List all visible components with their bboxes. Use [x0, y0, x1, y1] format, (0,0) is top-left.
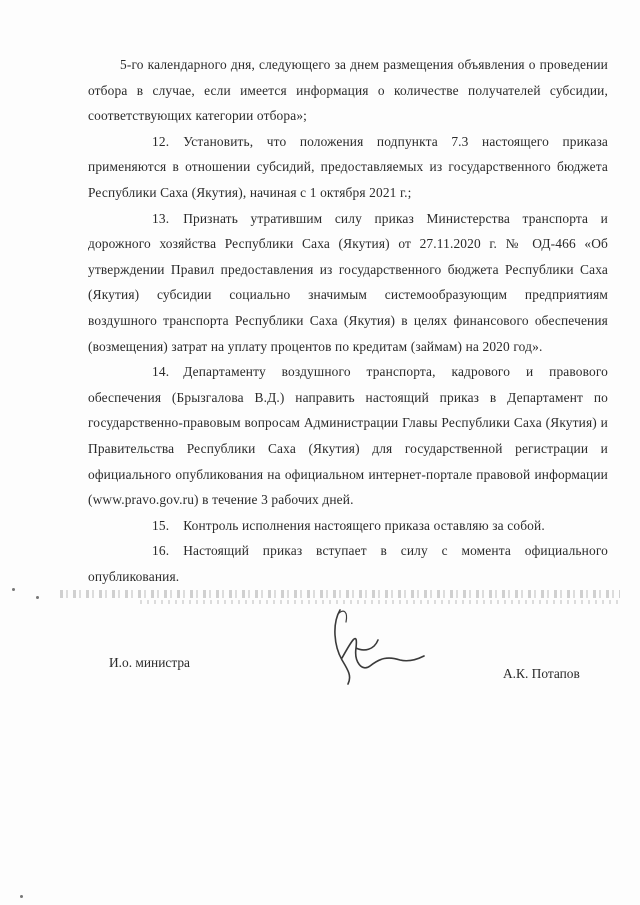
document-body	[88, 52, 608, 589]
paragraph-number: 15.	[152, 517, 170, 533]
scan-artifact-dot	[12, 588, 15, 591]
paragraph-16	[88, 538, 608, 589]
handwritten-signature	[318, 600, 428, 690]
paragraph-number: 12.	[152, 133, 170, 149]
signatory-title: И.о. министра	[109, 655, 190, 670]
paragraph-text: Контроль исполнения настоящего приказа оставляю за собой.	[183, 517, 545, 533]
paragraph-number: 13.	[152, 210, 170, 226]
paragraph-text: Признать утратившим силу приказ Министерства транспорта и дорожного хозяйства Республики Саха (Якутия) от 27.11.2020 г. № ОД-466 «Об утверждении Правил предоставления из государственного бюджета Республики Саха (Якутия) субсидии социально значимым системообразующим предприятиям воздушного транспорта Республики Саха (Якутия) в целях финансового обеспечения (возмещения) затрат на уплату процентов по кредитам (займам) на 2020 год».	[88, 210, 608, 354]
signatory-name: А.К. Потапов	[503, 666, 580, 681]
paragraph-continuation	[88, 52, 608, 129]
scan-artifact-dot	[20, 895, 23, 898]
scan-artifact-line	[60, 590, 620, 598]
paragraph-text: Настоящий приказ вступает в силу с момента официального опубликования.	[88, 543, 608, 584]
scan-artifact-dot	[36, 596, 39, 599]
paragraph-13	[88, 206, 608, 360]
paragraph-number: 16.	[152, 543, 170, 559]
paragraph-15	[88, 513, 608, 539]
paragraph-14	[88, 359, 608, 513]
paragraph-text: Департаменту воздушного транспорта, кадрового и правового обеспечения (Брызгалова В.Д.) направить настоящий приказ в Департамент по государственно-правовым вопросам Администрации Главы Республики Саха (Якутия) и Правительства Республики Саха (Якутия) для государственной регистрации и официального опубликования на официальном интернет-портале правовой информации (www.pravo.gov.ru) в течение 3 рабочих дней.	[88, 364, 608, 508]
paragraph-12	[88, 129, 608, 206]
paragraph-text: 5-го календарного дня, следующего за днем размещения объявления о проведении отбора в случае, если имеется информация о количестве получателей субсидии, соответствующих категории отбора»;	[88, 57, 608, 124]
paragraph-text: Установить, что положения подпункта 7.3 настоящего приказа применяются в отношении субсидий, предоставляемых из государственного бюджета Республики Саха (Якутия), начиная с 1 октября 2021 г.;	[88, 133, 608, 200]
paragraph-number: 14.	[152, 364, 170, 380]
